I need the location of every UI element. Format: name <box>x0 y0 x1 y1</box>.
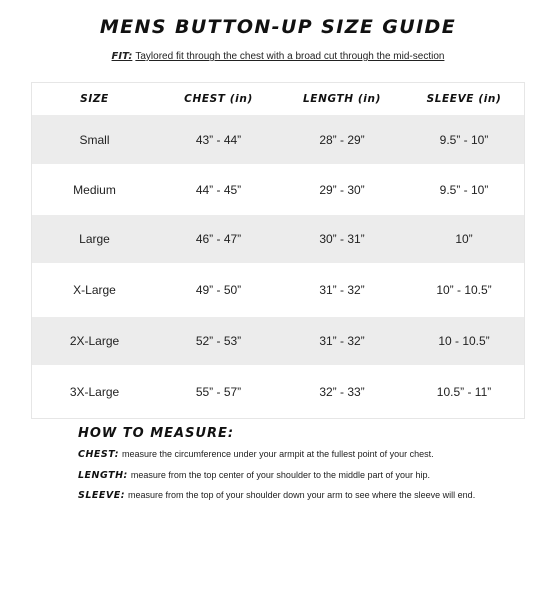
table-row <box>32 115 524 164</box>
cell-size: 2X-Large <box>69 334 120 348</box>
cell-sleeve: 10.5” - 11” <box>436 384 492 399</box>
cell-size: 3X-Large <box>69 384 120 399</box>
cell-length: 32” - 33” <box>319 384 365 399</box>
cell-sleeve: 9.5” - 10” <box>439 182 489 197</box>
measure-length <box>78 470 528 482</box>
how-to-measure <box>78 426 528 511</box>
cell-chest: 44” - 45” <box>195 182 242 197</box>
size-table <box>31 82 525 419</box>
measure-sleeve <box>78 490 528 502</box>
fit-description <box>0 51 556 62</box>
cell-length: 28” - 29” <box>319 132 365 147</box>
how-to-measure-title: HOW TO MEASURE: <box>78 426 235 441</box>
cell-size: Small <box>79 132 110 147</box>
table-row <box>32 263 524 317</box>
cell-sleeve: 9.5” - 10” <box>439 132 489 147</box>
measure-chest-text: measure the circumference under your armpit at the fullest point of your chest. <box>122 449 434 459</box>
table-row <box>32 215 524 263</box>
fit-label: FIT: <box>111 51 133 62</box>
cell-chest: 43” - 44” <box>195 132 242 147</box>
cell-sleeve: 10 - 10.5” <box>438 334 490 348</box>
cell-chest: 55” - 57” <box>195 384 242 399</box>
table-header <box>32 83 524 115</box>
cell-sleeve: 10” <box>455 232 473 246</box>
cell-size: X-Large <box>73 283 116 297</box>
cell-size: Medium <box>73 182 116 197</box>
measure-length-text: measure from the top center of your shoulder to the middle part of your hip. <box>130 469 431 480</box>
measure-length-label: LENGTH: <box>78 469 128 481</box>
header-length: LENGTH (in) <box>303 93 381 105</box>
measure-chest-label: CHEST: <box>78 449 120 460</box>
cell-length: 31” - 32” <box>319 334 365 348</box>
header-chest: CHEST (in) <box>184 93 253 105</box>
table-row <box>32 317 524 365</box>
cell-chest: 46” - 47” <box>195 232 242 246</box>
cell-chest: 52” - 53” <box>195 334 242 348</box>
page-title: MENS BUTTON-UP SIZE GUIDE <box>99 16 457 38</box>
cell-chest: 49” - 50” <box>195 283 242 297</box>
fit-text: Taylored fit through the chest with a broad cut through the mid-section <box>135 51 445 62</box>
cell-sleeve: 10” - 10.5” <box>436 283 492 297</box>
measure-sleeve-text: measure from the top of your shoulder down your arm to see where the sleeve will end. <box>128 490 476 500</box>
cell-size: Large <box>79 232 110 246</box>
cell-length: 31” - 32” <box>319 283 365 297</box>
cell-length: 30” - 31” <box>319 232 365 246</box>
measure-chest <box>78 449 528 461</box>
table-row <box>32 164 524 215</box>
header-sleeve: SLEEVE (in) <box>426 93 502 105</box>
table-row <box>32 365 524 418</box>
header-size: SIZE <box>80 93 109 105</box>
measure-sleeve-label: SLEEVE: <box>78 490 126 501</box>
cell-length: 29” - 30” <box>319 182 365 197</box>
